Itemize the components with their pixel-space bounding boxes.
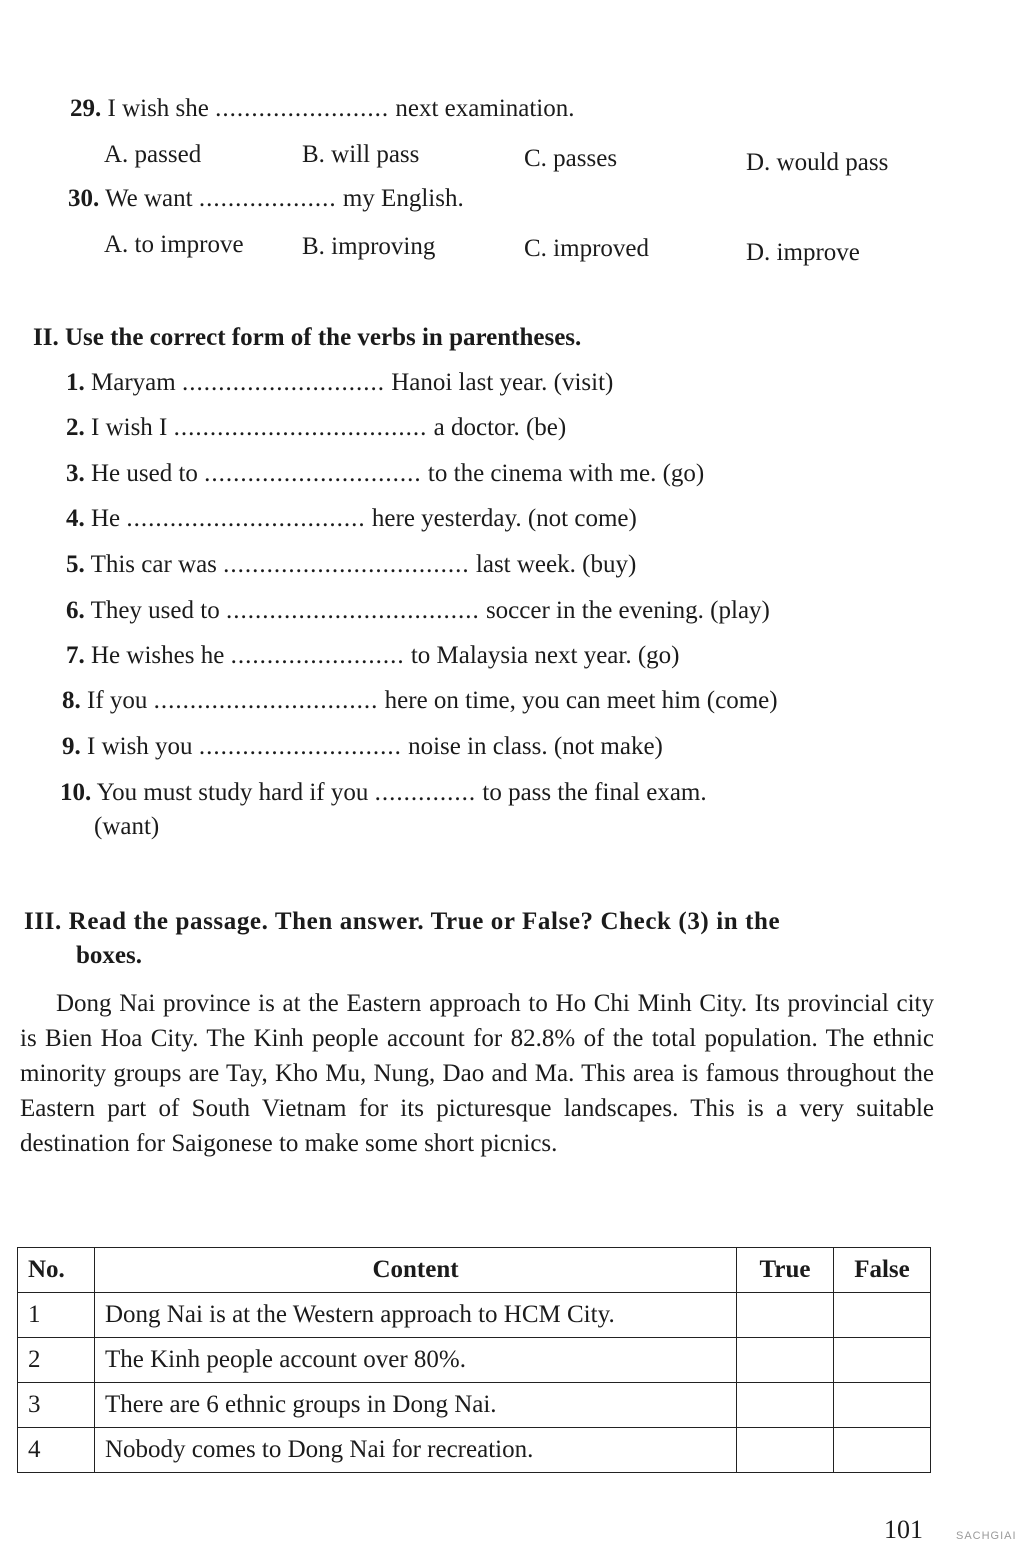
option-b: B. improving xyxy=(302,233,436,260)
item-text: Hanoi last year. (visit) xyxy=(391,369,614,396)
item-number: 8. xyxy=(62,687,81,714)
exercise-item xyxy=(66,459,704,489)
item-text: He wishes he xyxy=(91,642,225,669)
question-stem: I wish she xyxy=(107,95,209,122)
exercise-item xyxy=(66,641,679,671)
exercise-item xyxy=(62,686,778,716)
row-content: Dong Nai is at the Western approach to HCM City. xyxy=(95,1293,737,1338)
table-header-row xyxy=(18,1248,931,1293)
item-text: I wish you xyxy=(87,733,193,760)
row-number: 2 xyxy=(18,1338,95,1383)
true-checkbox-cell[interactable] xyxy=(737,1428,834,1473)
item-text: This car was xyxy=(90,551,217,578)
question-number: 29. xyxy=(70,95,102,122)
row-content: Nobody comes to Dong Nai for recreation. xyxy=(95,1428,737,1473)
answer-blank: ................................... xyxy=(225,597,480,624)
true-checkbox-cell[interactable] xyxy=(737,1293,834,1338)
item-text: last week. (buy) xyxy=(475,551,637,578)
page-number: 101 xyxy=(884,1515,923,1544)
option-d: D. improve xyxy=(746,239,860,266)
item-number: 10. xyxy=(60,779,92,806)
answer-blank: ............................ xyxy=(198,733,402,760)
answer-blank: ................... xyxy=(198,185,337,212)
true-checkbox-cell[interactable] xyxy=(737,1338,834,1383)
answer-blank: ................................. xyxy=(126,505,366,532)
section-3-heading-continuation: boxes. xyxy=(76,942,142,969)
item-text: They used to xyxy=(90,597,220,624)
table-row xyxy=(18,1293,931,1338)
item-text: I wish I xyxy=(91,414,168,441)
answer-blank: .............................. xyxy=(204,460,422,487)
answer-blank: ............................... xyxy=(153,687,379,714)
column-header-true: True xyxy=(737,1248,834,1293)
table-row xyxy=(18,1383,931,1428)
item-number: 3. xyxy=(66,460,85,487)
false-checkbox-cell[interactable] xyxy=(834,1383,931,1428)
answer-blank: ........................ xyxy=(230,642,405,669)
exercise-item-continuation: (want) xyxy=(94,813,160,840)
answer-blank: ................................... xyxy=(173,414,428,441)
item-number: 5. xyxy=(66,551,85,578)
section-2-heading: II. Use the correct form of the verbs in parentheses. xyxy=(33,324,582,351)
item-text: noise in class. (not make) xyxy=(408,733,663,760)
option-a: A. passed xyxy=(104,141,202,168)
row-number: 1 xyxy=(18,1293,95,1338)
answer-blank: .............. xyxy=(374,779,477,806)
item-text: to Malaysia next year. (go) xyxy=(410,642,680,669)
item-text: soccer in the evening. (play) xyxy=(485,597,770,624)
answer-blank: ........................ xyxy=(215,95,390,122)
item-number: 7. xyxy=(66,642,85,669)
column-header-false: False xyxy=(834,1248,931,1293)
question-30 xyxy=(68,184,464,214)
false-checkbox-cell[interactable] xyxy=(834,1428,931,1473)
row-content: The Kinh people account over 80%. xyxy=(95,1338,737,1383)
question-stem: We want xyxy=(105,185,193,212)
option-d: D. would pass xyxy=(746,149,889,176)
item-text: He xyxy=(91,505,121,532)
item-number: 4. xyxy=(66,505,85,532)
table-row xyxy=(18,1338,931,1383)
question-29 xyxy=(70,94,575,124)
exercise-item xyxy=(66,413,566,443)
item-number: 1. xyxy=(66,369,85,396)
exercise-item xyxy=(66,596,770,626)
exercise-item xyxy=(62,732,663,762)
reading-passage: Dong Nai province is at the Eastern approach to Ho Chi Minh City. Its provincial city is Bien Hoa City. The Kinh people account for 82.8% of the total population. The ethnic minority groups are Tay, Kho Mu, Nung, Dao and Ma. This area is famous throughout the Eastern part of South Vietnam for its picturesque landscapes. This is a very suitable destination for Saigonese to make some short picnics. xyxy=(20,990,934,1157)
exercise-item xyxy=(60,778,707,808)
table-row xyxy=(18,1428,931,1473)
item-number: 6. xyxy=(66,597,85,624)
column-header-no: No. xyxy=(18,1248,95,1293)
option-a: A. to improve xyxy=(104,231,244,258)
true-checkbox-cell[interactable] xyxy=(737,1383,834,1428)
section-3-heading: III. Read the passage. Then answer. True or False? Check (3) in the xyxy=(24,908,781,935)
exercise-item xyxy=(66,504,637,534)
item-text: to pass the final exam. xyxy=(482,779,707,806)
answer-blank: ............................ xyxy=(181,369,385,396)
option-c: C. improved xyxy=(524,235,649,262)
option-b: B. will pass xyxy=(302,141,420,168)
false-checkbox-cell[interactable] xyxy=(834,1293,931,1338)
item-text: to the cinema with me. (go) xyxy=(427,460,705,487)
option-c: C. passes xyxy=(524,145,618,172)
question-stem: next examination. xyxy=(395,95,575,122)
row-content: There are 6 ethnic groups in Dong Nai. xyxy=(95,1383,737,1428)
item-text: here yesterday. (not come) xyxy=(371,505,637,532)
true-false-table xyxy=(17,1247,931,1473)
exercise-item xyxy=(66,550,636,580)
item-text: Maryam xyxy=(91,369,176,396)
column-header-content: Content xyxy=(95,1248,737,1293)
item-text: here on time, you can meet him (come) xyxy=(384,687,778,714)
item-text: You must study hard if you xyxy=(96,779,369,806)
row-number: 3 xyxy=(18,1383,95,1428)
answer-blank: .................................. xyxy=(223,551,470,578)
question-number: 30. xyxy=(68,185,100,212)
false-checkbox-cell[interactable] xyxy=(834,1338,931,1383)
item-text: a doctor. (be) xyxy=(433,414,567,441)
watermark-logo: SACHGIAI xyxy=(956,1530,1017,1542)
item-number: 9. xyxy=(62,733,81,760)
item-number: 2. xyxy=(66,414,85,441)
item-text: If you xyxy=(87,687,148,714)
item-text: He used to xyxy=(91,460,198,487)
question-stem: my English. xyxy=(342,185,464,212)
row-number: 4 xyxy=(18,1428,95,1473)
exercise-item xyxy=(66,368,613,398)
